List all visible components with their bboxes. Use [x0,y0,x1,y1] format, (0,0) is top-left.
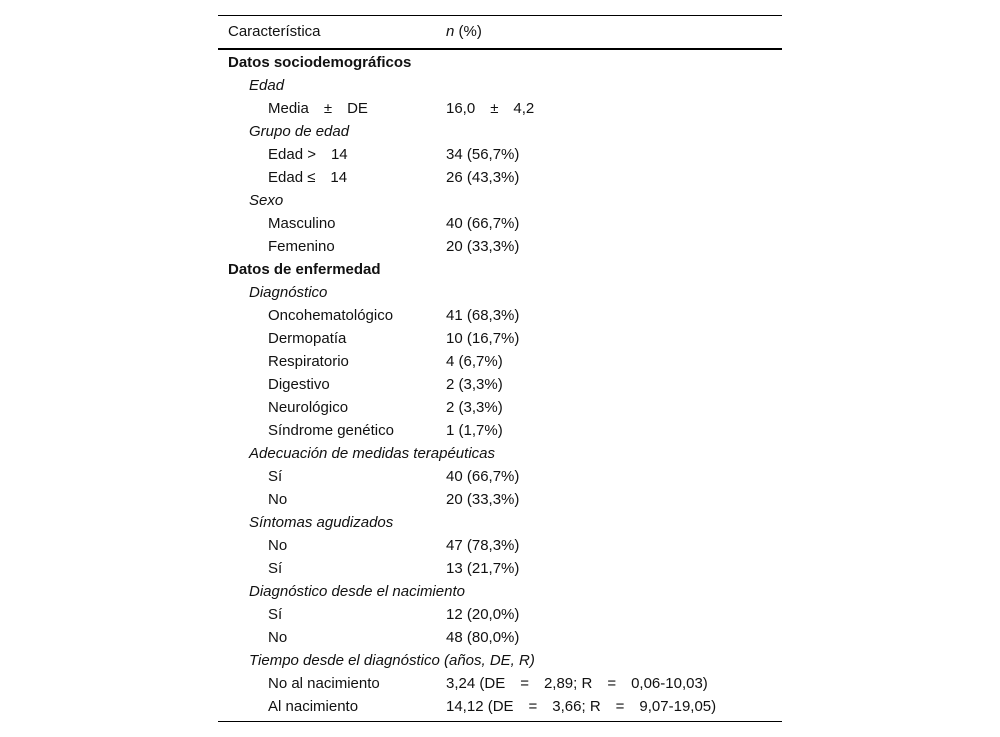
item-value: 20 (33,3%) [446,238,520,255]
header-percent: (%) [454,23,482,40]
item-label: Respiratorio [268,353,349,370]
section-label: Datos de enfermedad [228,261,381,278]
item-value: 14,12 (DE = 3,66; R = 9,07-19,05) [446,698,717,715]
table-row [218,488,782,511]
table-row [218,557,782,580]
item-label: Sí [268,560,283,577]
table-row [218,258,782,281]
item-value: 48 (80,0%) [446,629,520,646]
item-value: 20 (33,3%) [446,491,520,508]
table-header [218,16,782,48]
table-row [218,626,782,649]
item-value: 40 (66,7%) [446,215,520,232]
item-value: 3,24 (DE = 2,89; R = 0,06-10,03) [446,675,708,692]
table-row [218,74,782,97]
item-value: 26 (43,3%) [446,169,520,186]
item-label: No al nacimiento [268,675,380,692]
item-value: 2 (3,3%) [446,376,503,393]
table-row [218,465,782,488]
header-n: n [446,23,455,40]
table-row [218,97,782,120]
table-row [218,143,782,166]
subgroup-label: Edad [249,77,285,94]
item-value: 47 (78,3%) [446,537,520,554]
item-value: 2 (3,3%) [446,399,503,416]
table-bottom-rule [218,721,782,722]
table-row [218,304,782,327]
item-value: 40 (66,7%) [446,468,520,485]
table-row [218,396,782,419]
table-row [218,419,782,442]
item-value: 12 (20,0%) [446,606,520,623]
item-label: Edad > 14 [268,146,348,163]
item-label: No [268,537,288,554]
item-label: No [268,491,288,508]
table-row [218,51,782,74]
item-label: Masculino [268,215,336,232]
characteristics-table [218,15,782,722]
table-row [218,511,782,534]
subgroup-label: Diagnóstico [249,284,328,301]
subgroup-label: Síntomas agudizados [249,514,394,531]
item-label: Oncohematológico [268,307,394,324]
table-body [218,50,782,721]
item-label: Neurológico [268,399,349,416]
subgroup-label: Adecuación de medidas terapéuticas [249,445,495,462]
table-row [218,235,782,258]
table-row [218,350,782,373]
item-value: 1 (1,7%) [446,422,503,439]
table-row [218,281,782,304]
table-row [218,603,782,626]
item-label: Femenino [268,238,335,255]
table-row [218,442,782,465]
item-value: 16,0 ± 4,2 [446,100,535,117]
header-characteristic: Característica [228,23,321,40]
table-row [218,212,782,235]
table-row [218,672,782,695]
item-value: 10 (16,7%) [446,330,520,347]
table-row [218,120,782,143]
item-label: No [268,629,288,646]
item-label: Edad ≤ 14 [268,169,348,186]
item-label: Síndrome genético [268,422,394,439]
table-row [218,327,782,350]
subgroup-label: Sexo [249,192,284,209]
item-value: 41 (68,3%) [446,307,520,324]
subgroup-label: Tiempo desde el diagnóstico (años, DE, R) [249,652,535,669]
table-row [218,649,782,672]
table-row [218,695,782,718]
subgroup-label: Grupo de edad [249,123,350,140]
table-row [218,534,782,557]
table-row [218,166,782,189]
subgroup-label: Diagnóstico desde el nacimiento [249,583,465,600]
item-value: 13 (21,7%) [446,560,520,577]
item-value: 34 (56,7%) [446,146,520,163]
item-label: Sí [268,606,283,623]
item-label: Al nacimiento [268,698,359,715]
section-label: Datos sociodemográficos [228,54,412,71]
item-label: Digestivo [268,376,330,393]
table-row [218,373,782,396]
table-row [218,189,782,212]
header-n-percent [446,16,482,48]
item-label: Sí [268,468,283,485]
table-row [218,580,782,603]
item-label: Dermopatía [268,330,347,347]
item-value: 4 (6,7%) [446,353,503,370]
item-label: Media ± DE [268,100,368,117]
